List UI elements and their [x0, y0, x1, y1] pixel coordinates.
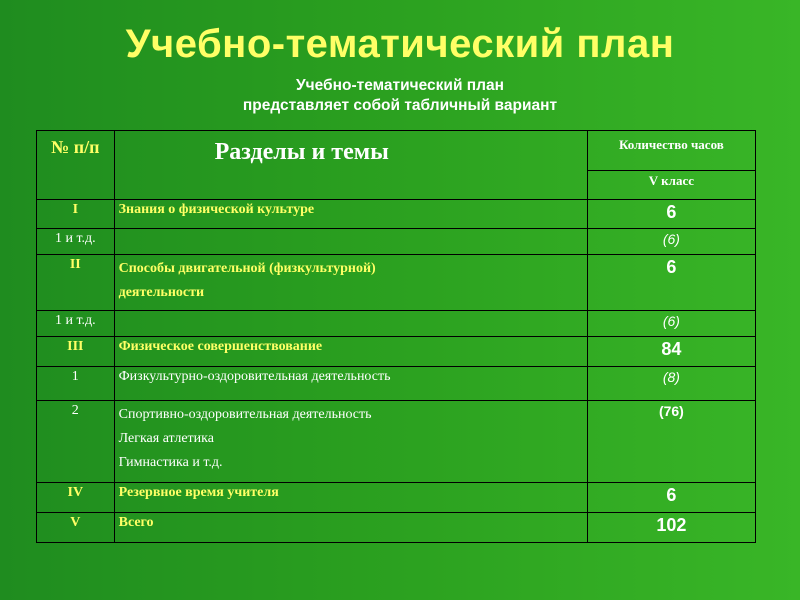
row-section-line: Легкая атлетика [118, 431, 214, 446]
row-num: 1 и т.д. [37, 229, 115, 255]
row-num: I [37, 200, 115, 229]
row-section: Физическое совершенствование [114, 337, 587, 367]
row-section-line: Спортивно-оздоровительная деятельность [118, 407, 372, 422]
table-row [37, 229, 756, 255]
row-section: Знания о физической культуре [114, 200, 587, 229]
row-section [114, 401, 587, 483]
row-num: III [37, 337, 115, 367]
table-row [37, 483, 756, 513]
row-num: 2 [37, 401, 115, 483]
page-title: Учебно-тематический план [125, 22, 675, 66]
table-row [37, 255, 756, 311]
row-section-line: деятельности [118, 285, 205, 300]
row-num: II [37, 255, 115, 311]
row-num: V [37, 513, 115, 543]
row-section: Физкультурно-оздоровительная деятельность [114, 367, 587, 401]
row-section: Резервное время учителя [114, 483, 587, 513]
row-num: 1 и т.д. [37, 311, 115, 337]
table-row [37, 367, 756, 401]
row-section [114, 311, 587, 337]
header-num: № п/п [37, 131, 115, 200]
curriculum-table [36, 130, 756, 543]
row-section [114, 255, 587, 311]
row-section [114, 229, 587, 255]
subtitle-line-1: Учебно-тематический план [296, 77, 504, 94]
header-hours: Количество часов [587, 131, 755, 171]
page-subtitle [0, 76, 800, 116]
row-hours: 6 [587, 255, 755, 311]
table-row [37, 200, 756, 229]
table-row [37, 513, 756, 543]
row-hours: 102 [587, 513, 755, 543]
row-num: 1 [37, 367, 115, 401]
row-section-line: Способы двигательной (физкультурной) [118, 261, 376, 276]
table-row [37, 401, 756, 483]
row-hours: 6 [587, 200, 755, 229]
row-hours: (8) [587, 367, 755, 401]
subtitle-line-2: представляет собой табличный вариант [242, 97, 558, 114]
header-sections: Разделы и темы [114, 131, 587, 200]
table-row [37, 337, 756, 367]
header-class: V класс [587, 171, 755, 200]
row-num: IV [37, 483, 115, 513]
row-section-line: Гимнастика и т.д. [118, 455, 223, 470]
table-row [37, 311, 756, 337]
row-hours: (6) [587, 229, 755, 255]
row-hours: (76) [587, 401, 755, 483]
table-header-row [37, 131, 756, 171]
row-hours: 84 [587, 337, 755, 367]
row-hours: 6 [587, 483, 755, 513]
row-hours: (6) [587, 311, 755, 337]
row-section: Всего [114, 513, 587, 543]
